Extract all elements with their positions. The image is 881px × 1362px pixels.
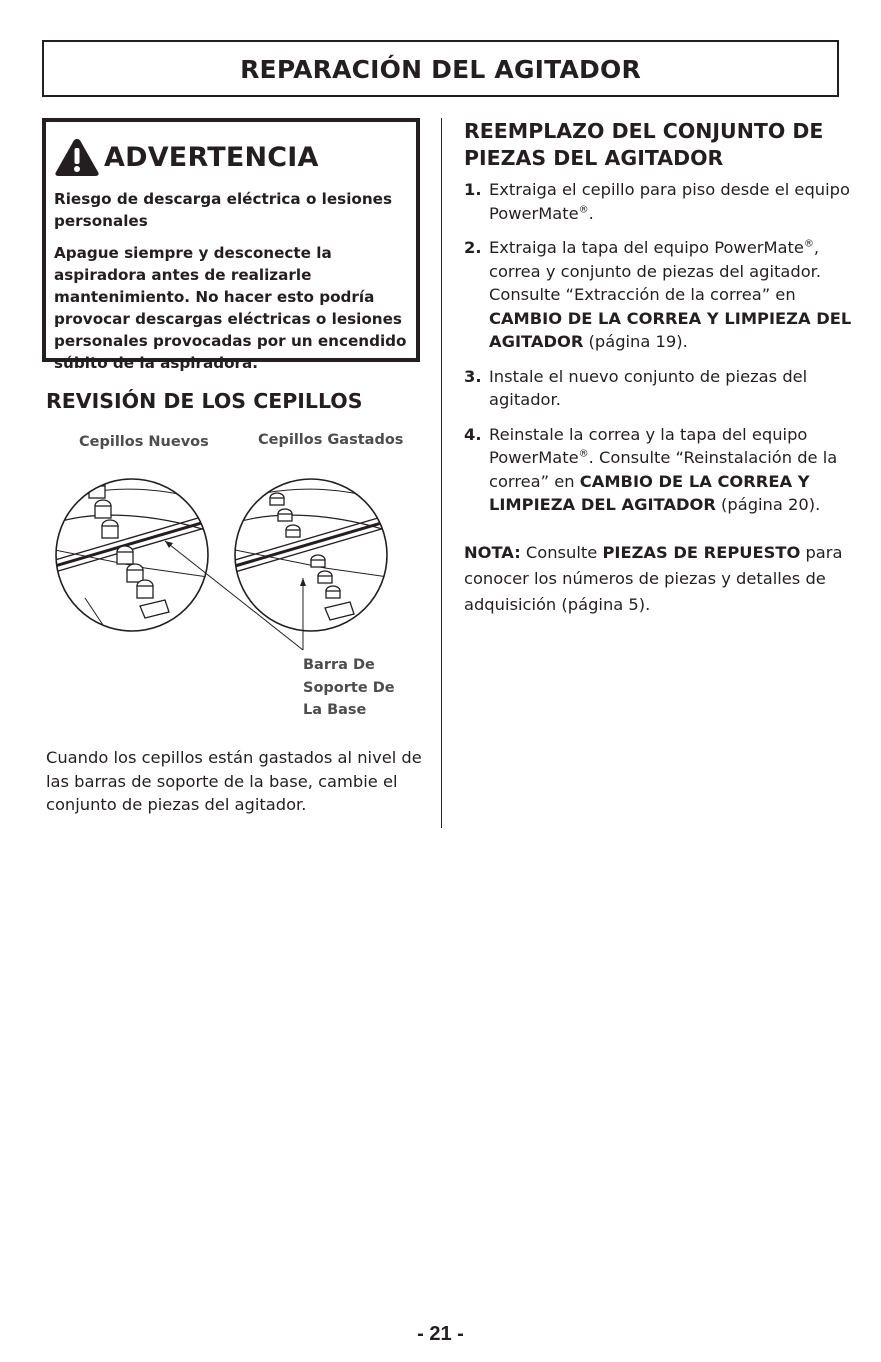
replacement-steps: [464, 178, 854, 517]
step-1: [464, 178, 854, 225]
warning-risk-text: Riesgo de descarga eléctrica o lesiones personales: [54, 190, 393, 230]
step-text: (página 20).: [715, 495, 821, 514]
callout-line-left: [165, 541, 303, 650]
step-number: 2.: [464, 238, 482, 257]
step-reference: CAMBIO DE LA CORREA Y LIMPIEZA DEL AGITADOR: [489, 471, 810, 514]
brush-diagram: [45, 428, 425, 658]
step-number: 4.: [464, 424, 482, 444]
note-reference: PIEZAS DE REPUESTO: [602, 543, 801, 562]
step-text: , correa y conjunto de piezas del agitador. Consulte “Extracción de la correa” en: [489, 238, 822, 304]
step-text-end: .: [588, 203, 594, 223]
step-4: [464, 423, 854, 517]
warning-title: ADVERTENCIA: [104, 141, 319, 173]
page-title: REPARACIÓN DEL AGITADOR: [240, 55, 641, 84]
step-2: [464, 236, 854, 354]
brush-check-heading: REVISIÓN DE LOS CEPILLOS: [46, 389, 363, 413]
step-number: 1.: [464, 180, 482, 199]
step-text: Extraiga el cepillo para piso desde el equipo PowerMate: [489, 180, 850, 223]
warning-header: [54, 136, 408, 178]
registered-mark: ®: [803, 238, 814, 250]
worn-brushes-label: Cepillos Gastados: [258, 432, 404, 448]
page-title-box: [42, 40, 839, 97]
brush-wear-figure: [45, 428, 425, 728]
new-brushes-label: Cepillos Nuevos: [79, 434, 209, 450]
step-3: [464, 365, 854, 412]
note-text: para conocer los números de piezas y detalles de adquisición (página 5).: [464, 543, 843, 614]
support-bar-label-line: Soporte De: [303, 679, 395, 696]
step-number: 3.: [464, 366, 482, 386]
step-text: Reinstale la correa y la tapa del equipo PowerMate: [489, 424, 808, 467]
brush-check-body: Cuando los cepillos están gastados al nivel de las barras de soporte de la base, cambie el conjunto de piezas del agitador.: [46, 748, 422, 814]
step-text: . Consulte “Reinstalación de la correa” en: [489, 448, 838, 491]
page-number: - 21 -: [417, 1323, 464, 1345]
step-reference: CAMBIO DE LA CORREA Y LIMPIEZA DEL AGITADOR: [489, 308, 852, 351]
note-text: Consulte: [520, 543, 603, 562]
column-divider: [441, 118, 442, 828]
registered-mark: ®: [578, 448, 589, 460]
new-brushes-detail: [55, 480, 215, 628]
replacement-heading-line1: REEMPLAZO DEL CONJUNTO DE: [464, 119, 824, 143]
warning-box: [42, 118, 420, 372]
support-bar-label-line: La Base: [303, 702, 367, 718]
support-bar-label: [303, 654, 395, 722]
note-label: NOTA:: [464, 543, 521, 562]
registered-mark: ®: [578, 204, 589, 216]
step-text: (página 19).: [583, 332, 688, 351]
step-text: Extraiga la tapa del equipo PowerMate: [489, 238, 804, 257]
warning-instructions-text: Apague siempre y desconecte la aspiradora antes de realizarle mantenimiento. No hacer esto podría provocar descargas eléctricas o lesiones personales provocadas por un encendido súbito de la aspiradora.: [54, 244, 407, 372]
warning-triangle-icon: [54, 137, 100, 177]
note-paragraph: [464, 540, 859, 618]
step-text: Instale el nuevo conjunto de piezas del agitador.: [489, 366, 808, 409]
support-bar-label-line: Barra De: [303, 657, 375, 673]
replacement-heading-line2: PIEZAS DEL AGITADOR: [464, 146, 724, 170]
replacement-heading: [464, 118, 823, 172]
